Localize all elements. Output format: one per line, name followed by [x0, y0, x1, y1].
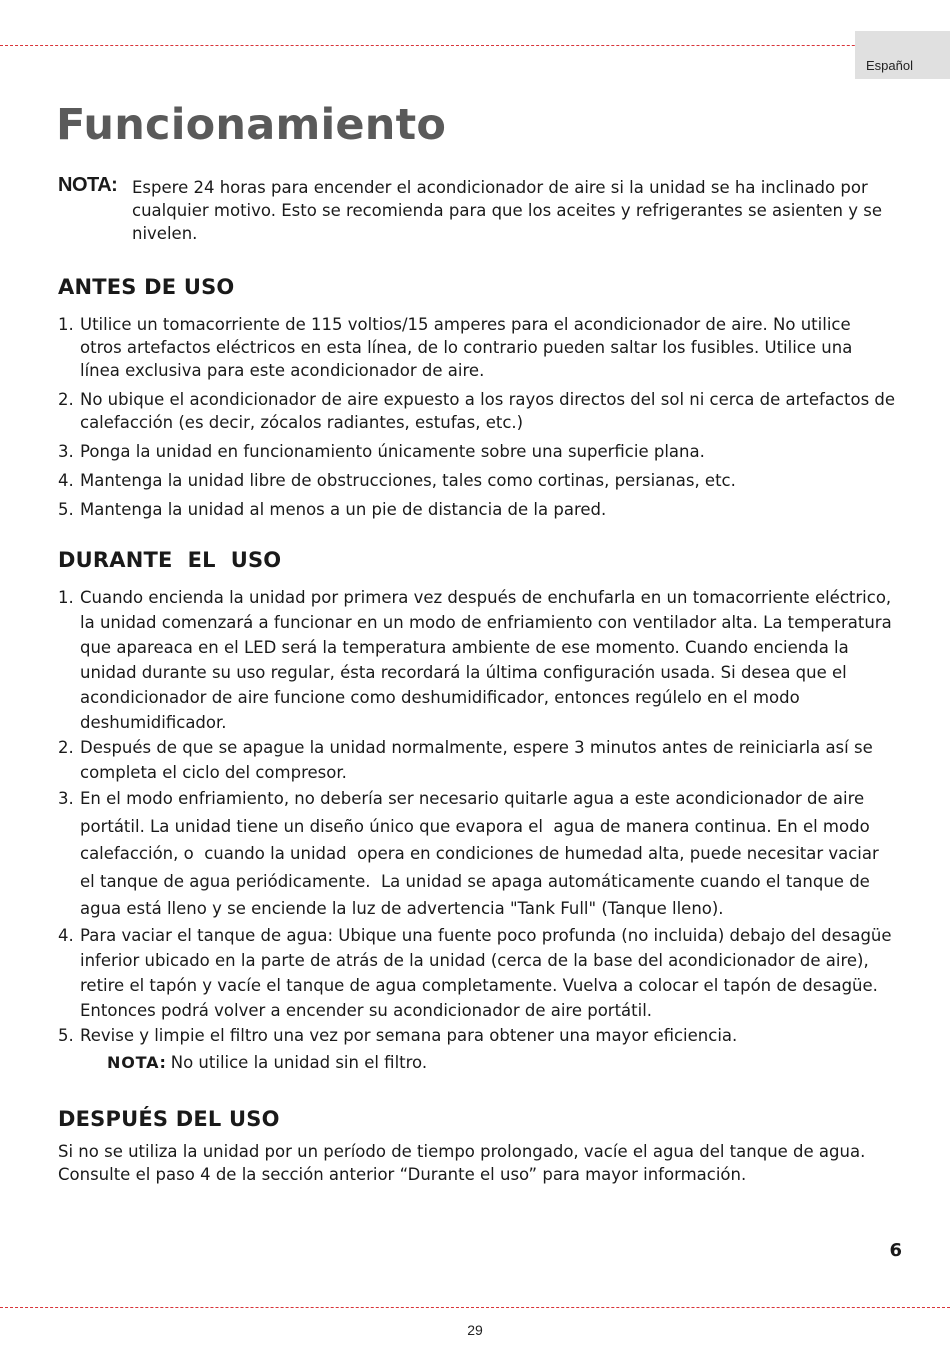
language-label: Español [866, 58, 913, 73]
item-text: Para vaciar el tanque de agua: Ubique una fuente poco profunda (no incluida) debajo del desagüe inferior ubicado en la parte de atrás de la unidad (cerca de la base del acondicionador de aire), retire el tapón y vacíe el tanque de agua completamente. Vuelva a colocar el tapón de desagüe. Entonces podrá volver a encender su acondicionador de aire portátil. [80, 925, 892, 1020]
durante-list [58, 585, 896, 1048]
item-number: 1. [58, 315, 74, 334]
item-number: 5. [58, 500, 74, 519]
note-label: NOTA: [58, 174, 118, 196]
list-item [58, 1023, 896, 1048]
section-heading-durante: DURANTE EL USO [58, 548, 282, 572]
bottom-dashed-divider [0, 1307, 950, 1308]
item-text: Mantenga la unidad al menos a un pie de distancia de la pared. [80, 500, 607, 519]
list-item [58, 923, 896, 1023]
item-text: Después de que se apague la unidad normalmente, espere 3 minutos antes de reiniciarla así se completa el ciclo del compresor. [80, 738, 873, 782]
list-item [58, 735, 896, 785]
language-tab [855, 31, 950, 79]
item-text: Cuando encienda la unidad por primera vez después de enchufarla en un tomacorriente eléctrico, la unidad comenzará a funcionar en un modo de enfriamiento con ventilador alta. La temperatura que apareaca en el LED será la temperatura ambiente de ese momento. Cuando encienda la unidad durante su uso regular, ésta recordará la última configuración usada. Si desea que el acondicionador de aire funcione como deshumidificador, entonces regúlelo en el modo deshumidificador. [80, 588, 892, 732]
item-number: 3. [58, 789, 74, 808]
note-text: Espere 24 horas para encender el acondicionador de aire si la unidad se ha inclinado por cualquier motivo. Esto se recomienda para que los aceites y refrigerantes se asienten y se nivelen. [132, 178, 882, 243]
item-number: 5. [58, 1025, 74, 1045]
item-text: Utilice un tomacorriente de 115 voltios/15 amperes para el acondicionador de aire. No utilice otros artefactos eléctricos en esta línea, de lo contrario pueden saltar los fusibles. Utilice una línea exclusiva para este acondicionador de aire. [80, 315, 853, 380]
antes-list [58, 313, 896, 527]
page-number: 29 [467, 1322, 483, 1338]
section-page-number: 6 [889, 1240, 902, 1261]
item-text: Mantenga la unidad libre de obstrucciones, tales como cortinas, persianas, etc. [80, 471, 736, 490]
item-number: 4. [58, 925, 74, 945]
section-heading-antes: ANTES DE USO [58, 275, 235, 299]
filter-note-text: No utilice la unidad sin el filtro. [170, 1053, 428, 1072]
filter-note [107, 1053, 427, 1072]
list-item [58, 469, 896, 492]
item-text: Ponga la unidad en funcionamiento únicamente sobre una superficie plana. [80, 442, 705, 461]
section-heading-despues: DESPUÉS DEL USO [58, 1107, 280, 1131]
list-item [58, 313, 896, 382]
item-text: Revise y limpie el filtro una vez por semana para obtener una mayor eficiencia. [80, 1025, 738, 1045]
item-number: 2. [58, 738, 74, 757]
list-item [58, 785, 896, 923]
top-dashed-divider [0, 45, 950, 46]
item-number: 2. [58, 390, 74, 409]
page-title: Funcionamiento [56, 100, 447, 150]
despues-text: Si no se utiliza la unidad por un período de tiempo prolongado, vacíe el agua del tanque de agua. Consulte el paso 4 de la sección anterior “Durante el uso” para mayor información. [58, 1142, 866, 1184]
item-text: No ubique el acondicionador de aire expuesto a los rayos directos del sol ni cerca de artefactos de calefacción (es decir, zócalos radiantes, estufas, etc.) [80, 390, 896, 432]
item-number: 3. [58, 442, 74, 461]
item-number: 4. [58, 471, 74, 490]
intro-note [58, 176, 888, 245]
item-text: En el modo enfriamiento, no debería ser necesario quitarle agua a este acondicionador de aire portátil. La unidad tiene un diseño único que evapora el agua de manera continua. En el modo calefacción, o cuando la unidad opera en condiciones de humedad alta, puede necesitar vaciar el tanque de agua periódicamente. La unidad se apaga automáticamente cuando el tanque de agua está lleno y se enciende la luz de advertencia "Tank Full" (Tanque lleno). [80, 789, 885, 918]
list-item [58, 498, 896, 521]
list-item [58, 440, 896, 463]
filter-note-label: NOTA: [107, 1053, 167, 1072]
item-number: 1. [58, 588, 74, 607]
list-item [58, 388, 896, 434]
list-item [58, 585, 896, 735]
